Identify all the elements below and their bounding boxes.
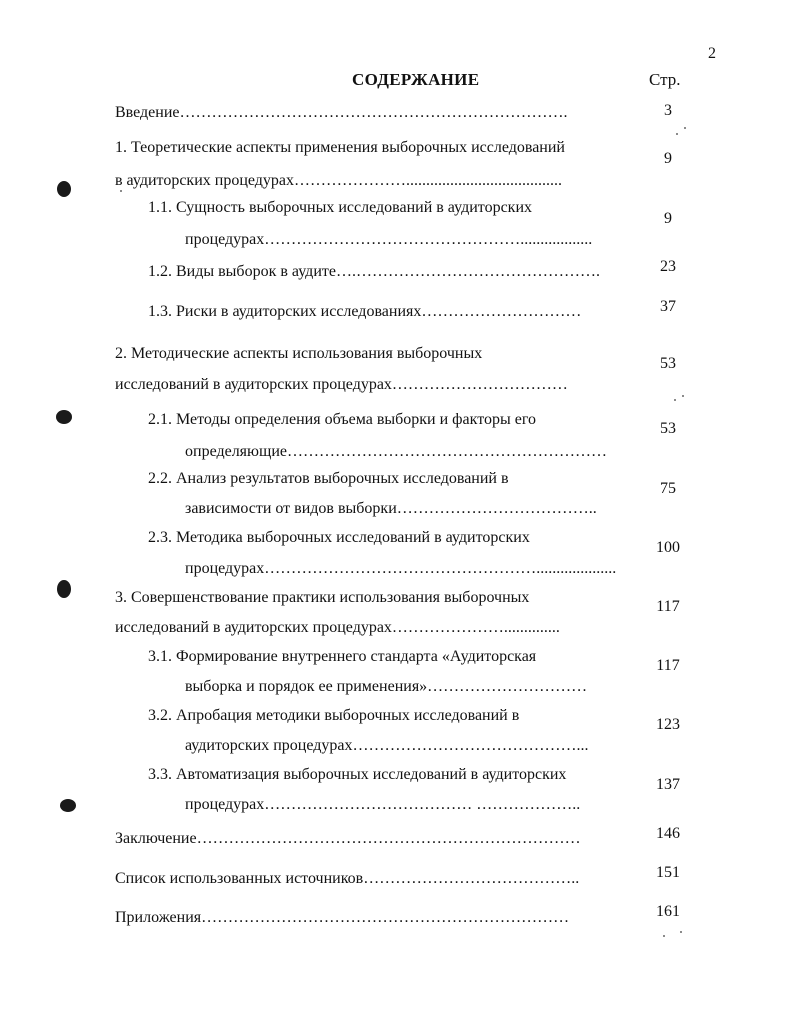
toc-entry-2-1-cont[interactable]: определяющие…………………………………………………… [185, 443, 607, 460]
toc-entry-chapter-2-cont[interactable]: исследований в аудиторских процедурах…………………………… [115, 376, 568, 393]
scan-speck [120, 190, 122, 192]
toc-entry-appendices[interactable]: Приложения…………………………………………………………… [115, 909, 570, 926]
scan-smudge [57, 580, 71, 598]
toc-entry-2-3-cont[interactable]: процедурах…………………………………………….................... [185, 560, 617, 577]
toc-entry-1-1[interactable]: 1.1. Сущность выборочных исследований в аудиторских [148, 199, 533, 216]
toc-entry-2-2-cont[interactable]: зависимости от видов выборки……………………………….. [185, 500, 597, 517]
toc-entry-introduction[interactable]: Введение………………………………………………………………. [115, 104, 568, 121]
toc-entry-chapter-3[interactable]: 3. Совершенствование практики использования выборочных [115, 589, 530, 606]
toc-page-2-3: 100 [656, 539, 680, 556]
toc-page-3-1: 117 [656, 657, 680, 674]
toc-entry-chapter-1-cont[interactable]: в аудиторских процедурах…………………....................................... [115, 172, 563, 189]
toc-page-chapter-2: 53 [660, 355, 676, 372]
toc-entry-1-1-cont[interactable]: процедурах………………………………………….................. [185, 231, 593, 248]
toc-entry-references[interactable]: Список использованных источников………………………………….. [115, 870, 580, 887]
toc-page-conclusion: 146 [656, 825, 680, 842]
scan-smudge [56, 410, 72, 424]
toc-page-2-1: 53 [660, 420, 676, 437]
page-title: СОДЕРЖАНИЕ [352, 70, 480, 89]
toc-entry-3-1[interactable]: 3.1. Формирование внутреннего стандарта «Аудиторская [148, 648, 537, 665]
toc-page-1-3: 37 [660, 298, 676, 315]
scan-speck [674, 399, 676, 401]
toc-entry-2-1[interactable]: 2.1. Методы определения объема выборки и факторы его [148, 411, 536, 428]
toc-entry-1-2[interactable]: 1.2. Виды выборок в аудите….………………………………………. [148, 263, 600, 280]
toc-page-3-3: 137 [656, 776, 680, 793]
toc-entry-3-1-cont[interactable]: выборка и порядок ее применения»………………………… [185, 678, 588, 695]
scan-smudge [60, 799, 76, 812]
toc-entry-chapter-3-cont[interactable]: исследований в аудиторских процедурах………………….............. [115, 619, 560, 636]
scan-speck [680, 931, 682, 933]
toc-page-1-1: 9 [664, 210, 672, 227]
toc-entry-chapter-2[interactable]: 2. Методические аспекты использования выборочных [115, 345, 483, 362]
toc-page-chapter-1: 9 [664, 150, 672, 167]
toc-entry-chapter-1[interactable]: 1. Теоретические аспекты применения выборочных исследований [115, 139, 565, 156]
scan-speck [663, 935, 665, 937]
toc-page-references: 151 [656, 864, 680, 881]
page-number: 2 [708, 45, 716, 62]
toc-page-chapter-3: 117 [656, 598, 680, 615]
toc-entry-2-2[interactable]: 2.2. Анализ результатов выборочных исследований в [148, 470, 509, 487]
toc-entry-conclusion[interactable]: Заключение……………………………………………………………… [115, 830, 581, 847]
toc-entry-3-2[interactable]: 3.2. Апробация методики выборочных исследований в [148, 707, 520, 724]
scan-speck [684, 127, 686, 129]
toc-page-1-2: 23 [660, 258, 676, 275]
toc-page-introduction: 3 [664, 102, 672, 119]
toc-entry-2-3[interactable]: 2.3. Методика выборочных исследований в аудиторских [148, 529, 530, 546]
scan-smudge [57, 181, 71, 197]
scan-speck [676, 133, 678, 135]
toc-page-3-2: 123 [656, 716, 680, 733]
page-column-header: Стр. [649, 70, 681, 89]
toc-entry-3-3[interactable]: 3.3. Автоматизация выборочных исследований в аудиторских [148, 766, 567, 783]
toc-entry-3-3-cont[interactable]: процедурах………………………………… ……………….. [185, 796, 581, 813]
toc-page-appendices: 161 [656, 903, 680, 920]
toc-entry-3-2-cont[interactable]: аудиторских процедурах……………………………………... [185, 737, 589, 754]
toc-entry-1-3[interactable]: 1.3. Риски в аудиторских исследованиях………………………… [148, 303, 582, 320]
scan-speck [682, 395, 684, 397]
toc-page-2-2: 75 [660, 480, 676, 497]
